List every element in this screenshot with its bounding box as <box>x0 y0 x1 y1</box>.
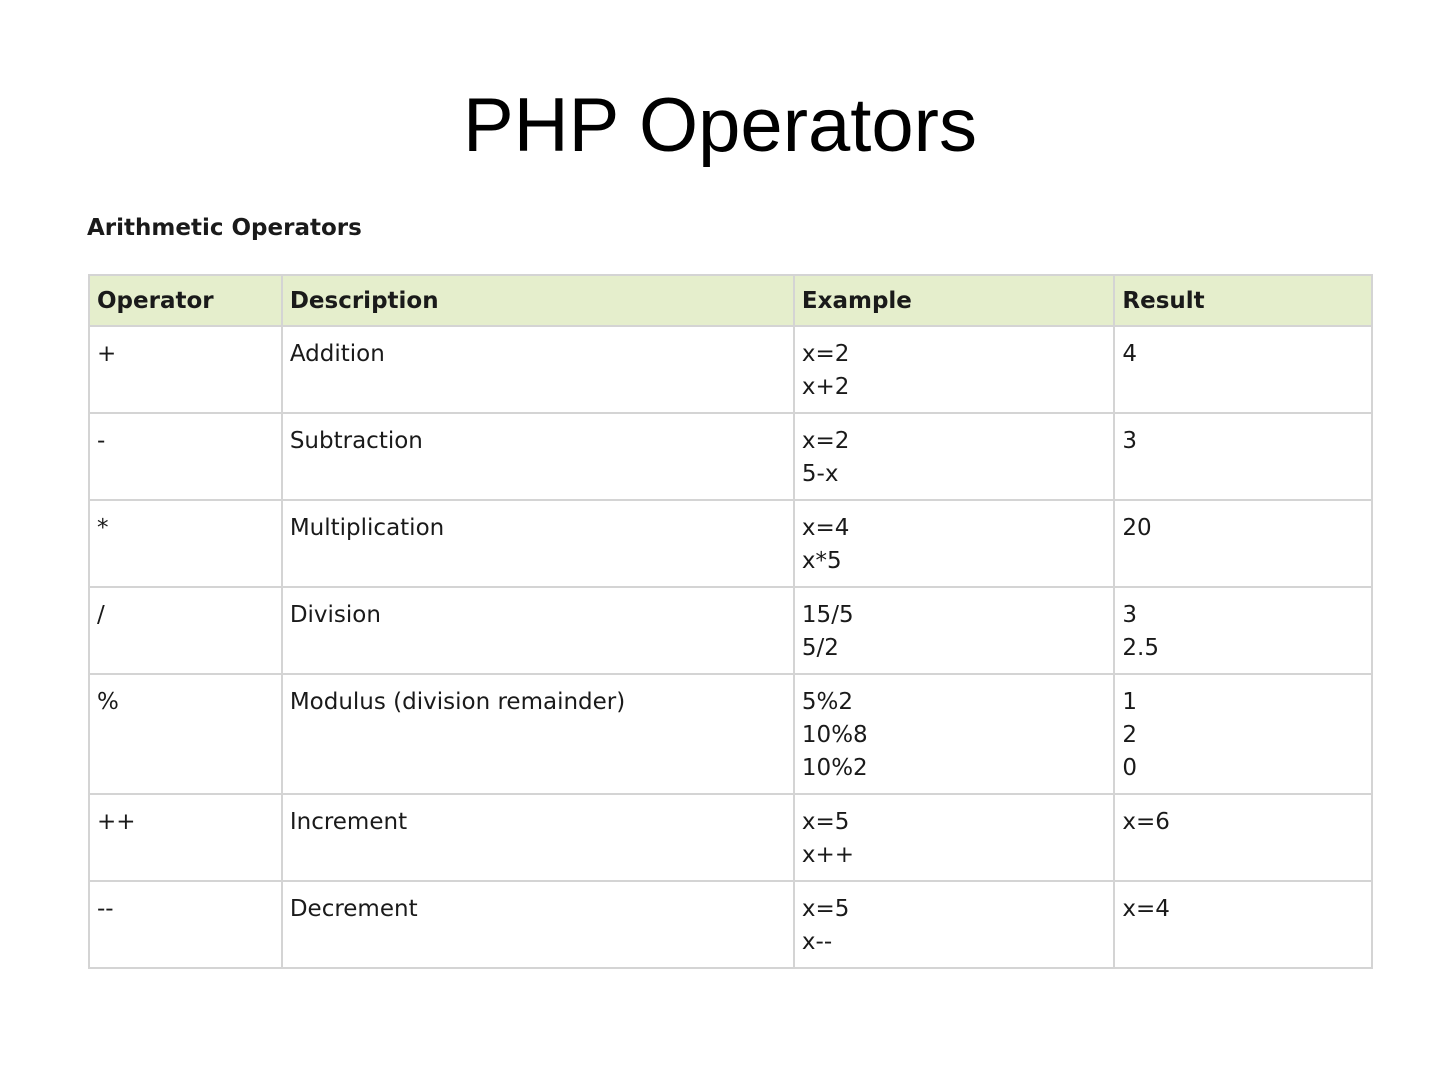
cell-result <box>1114 326 1372 413</box>
result-line: 4 <box>1122 341 1138 367</box>
example-line: x=5 <box>801 896 850 922</box>
cell-example <box>794 881 1114 968</box>
cell-result <box>1114 674 1372 794</box>
cell-description: Multiplication <box>282 500 794 587</box>
example-line: 10%8 <box>801 722 868 748</box>
example-line: 15/5 <box>801 602 854 628</box>
table-row <box>89 674 1372 794</box>
cell-operator: ++ <box>89 794 282 881</box>
cell-description: Division <box>282 587 794 674</box>
table-row <box>89 413 1372 500</box>
example-line: x*5 <box>801 548 842 574</box>
header-description: Description <box>282 275 794 326</box>
cell-description: Addition <box>282 326 794 413</box>
example-line: x=2 <box>801 428 850 454</box>
cell-description: Subtraction <box>282 413 794 500</box>
example-line: 5%2 <box>801 689 854 715</box>
cell-result <box>1114 587 1372 674</box>
cell-operator: * <box>89 500 282 587</box>
result-line: 2 <box>1122 722 1138 748</box>
cell-operator: -- <box>89 881 282 968</box>
example-line: x-- <box>801 929 833 955</box>
result-line: 0 <box>1122 755 1138 781</box>
result-line: x=6 <box>1122 809 1170 835</box>
cell-operator: % <box>89 674 282 794</box>
cell-example <box>794 500 1114 587</box>
cell-operator: / <box>89 587 282 674</box>
table-row <box>89 326 1372 413</box>
example-line: 5-x <box>801 461 839 487</box>
result-line: 1 <box>1122 689 1138 715</box>
cell-example <box>794 794 1114 881</box>
result-line: x=4 <box>1122 896 1170 922</box>
table-header-row <box>89 275 1372 326</box>
cell-result <box>1114 500 1372 587</box>
cell-result <box>1114 881 1372 968</box>
cell-description: Increment <box>282 794 794 881</box>
cell-description: Modulus (division remainder) <box>282 674 794 794</box>
example-line: x++ <box>801 842 855 868</box>
slide-title: PHP Operators <box>463 83 977 168</box>
example-line: 10%2 <box>801 755 868 781</box>
header-example: Example <box>794 275 1114 326</box>
result-line: 20 <box>1122 515 1152 541</box>
cell-result <box>1114 413 1372 500</box>
example-line: x=5 <box>801 809 850 835</box>
cell-description: Decrement <box>282 881 794 968</box>
example-line: x+2 <box>801 374 850 400</box>
table-row <box>89 587 1372 674</box>
example-line: 5/2 <box>801 635 839 661</box>
table-row <box>89 881 1372 968</box>
result-line: 3 <box>1122 602 1138 628</box>
table-row <box>89 794 1372 881</box>
result-line: 2.5 <box>1122 635 1159 661</box>
cell-example <box>794 587 1114 674</box>
table-row <box>89 500 1372 587</box>
arithmetic-operators-table <box>88 274 1373 969</box>
cell-operator: - <box>89 413 282 500</box>
result-line: 3 <box>1122 428 1138 454</box>
cell-example <box>794 326 1114 413</box>
example-line: x=4 <box>801 515 850 541</box>
header-result: Result <box>1114 275 1372 326</box>
example-line: x=2 <box>801 341 850 367</box>
cell-result <box>1114 794 1372 881</box>
cell-example <box>794 674 1114 794</box>
section-heading: Arithmetic Operators <box>87 215 362 241</box>
cell-example <box>794 413 1114 500</box>
header-operator: Operator <box>89 275 282 326</box>
cell-operator: + <box>89 326 282 413</box>
